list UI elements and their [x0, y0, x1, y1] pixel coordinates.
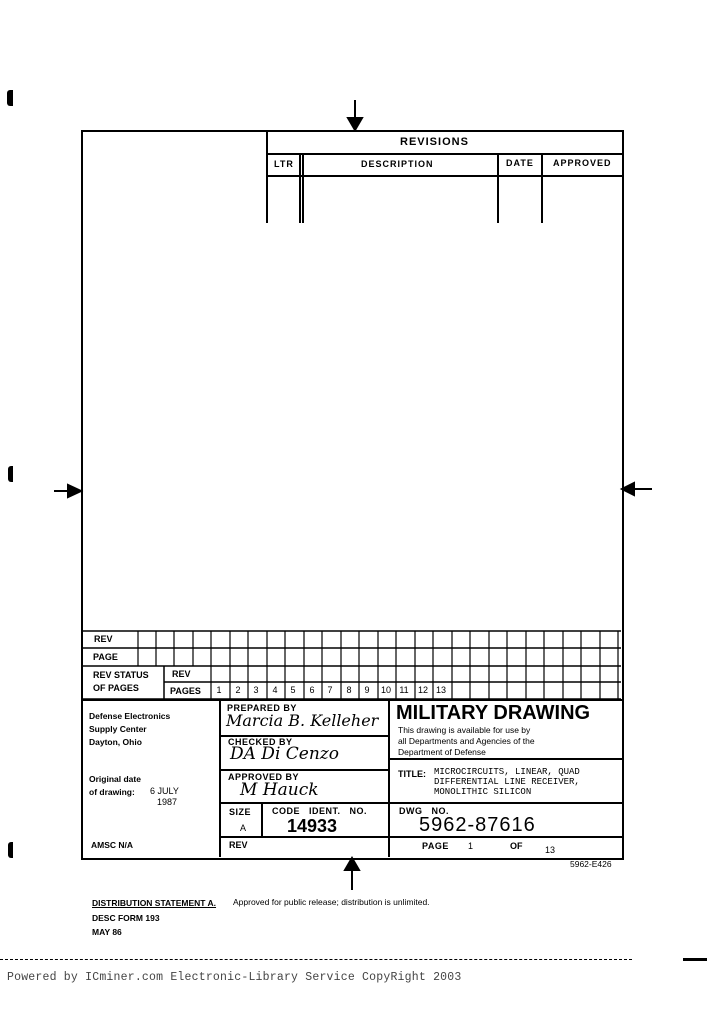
checked-label: CHECKED BY	[228, 737, 293, 747]
page-number-cell: 8	[346, 685, 352, 695]
page-number-cell: 12	[417, 685, 428, 695]
of-label: OF	[510, 841, 523, 851]
page-number-cell: 1	[216, 685, 222, 695]
rev-col-ltr: LTR	[274, 159, 294, 169]
page-number-cell: 4	[272, 685, 278, 695]
code-ident-label: CODE IDENT. NO.	[272, 806, 368, 816]
code-ident-value: 14933	[287, 816, 338, 836]
pages-label: PAGES	[170, 686, 201, 696]
approved-label: APPROVED BY	[228, 772, 300, 782]
page-number-cell: 10	[380, 685, 391, 695]
org-line-3: Dayton, Ohio	[89, 737, 142, 747]
page-value: 1	[468, 841, 474, 851]
page-number-cell: 5	[290, 685, 296, 695]
form-line-2: MAY 86	[92, 927, 122, 937]
rev-status-label: REV STATUS	[93, 670, 149, 680]
rev-col-date: DATE	[506, 158, 534, 168]
orig-date-label-1: Original date	[89, 774, 141, 784]
prepared-signature: Marcia B. Kelleher	[226, 711, 379, 730]
avail-line-2: all Departments and Agencies of the	[398, 736, 535, 746]
form-line-1: DESC FORM 193	[92, 913, 160, 923]
approved-signature: M Hauck	[240, 780, 319, 800]
page-number-cell: 11	[399, 685, 409, 695]
page-number-cell: 2	[235, 685, 241, 695]
org-line-2: Supply Center	[89, 724, 147, 734]
rev-col-approved: APPROVED	[553, 158, 612, 168]
distribution-text: Approved for public release; distribution is unlimited.	[233, 897, 430, 907]
bottom-rule	[0, 959, 632, 960]
distribution-label: DISTRIBUTION STATEMENT A.	[92, 898, 217, 908]
of-pages-label: OF PAGES	[93, 683, 139, 693]
page-number-cell: 13	[435, 685, 446, 695]
of-value: 13	[545, 845, 556, 855]
org-line-1: Defense Electronics	[89, 711, 171, 721]
prepared-label: PREPARED BY	[227, 703, 297, 713]
orig-date-2: 1987	[157, 797, 178, 807]
size-label: SIZE	[229, 807, 252, 817]
title-line-3: MONOLITHIC SILICON	[434, 787, 532, 797]
page-label: PAGE	[422, 841, 449, 851]
title-line-2: DIFFERENTIAL LINE RECEIVER,	[434, 777, 580, 787]
revisions-title: REVISIONS	[400, 136, 469, 148]
page-number-cell: 3	[253, 685, 259, 695]
rev-row-label: REV	[94, 634, 113, 644]
page-number-cell: 6	[309, 685, 315, 695]
rev-label-2: REV	[172, 669, 191, 679]
bottom-mark	[683, 958, 707, 961]
avail-line-3: Department of Defense	[398, 747, 486, 757]
avail-line-1: This drawing is available for use by	[398, 725, 531, 735]
dwg-no-label: DWG NO.	[399, 806, 449, 816]
military-drawing-title: MILITARY DRAWING	[396, 702, 591, 724]
title-line-1: MICROCIRCUITS, LINEAR, QUAD	[434, 767, 580, 777]
orig-date-label-2: of drawing:	[89, 787, 135, 797]
page-row-label: PAGE	[93, 652, 118, 662]
size-value: A	[240, 823, 247, 833]
amsc: AMSC N/A	[91, 840, 134, 850]
page-number-cell: 9	[364, 685, 370, 695]
page-number-cell: 7	[327, 685, 333, 695]
form-ref: 5962-E426	[570, 859, 612, 869]
rev-col-description: DESCRIPTION	[361, 159, 434, 169]
checked-signature: DA Di Cenzo	[230, 744, 339, 764]
orig-date-1: 6 JULY	[150, 786, 179, 796]
dwg-no-value: 5962-87616	[419, 814, 536, 836]
powered-by: Powered by ICminer.com Electronic-Library Service CopyRight 2003	[7, 971, 462, 984]
title-label: TITLE:	[398, 769, 426, 779]
rev-bottom-label: REV	[229, 840, 248, 850]
